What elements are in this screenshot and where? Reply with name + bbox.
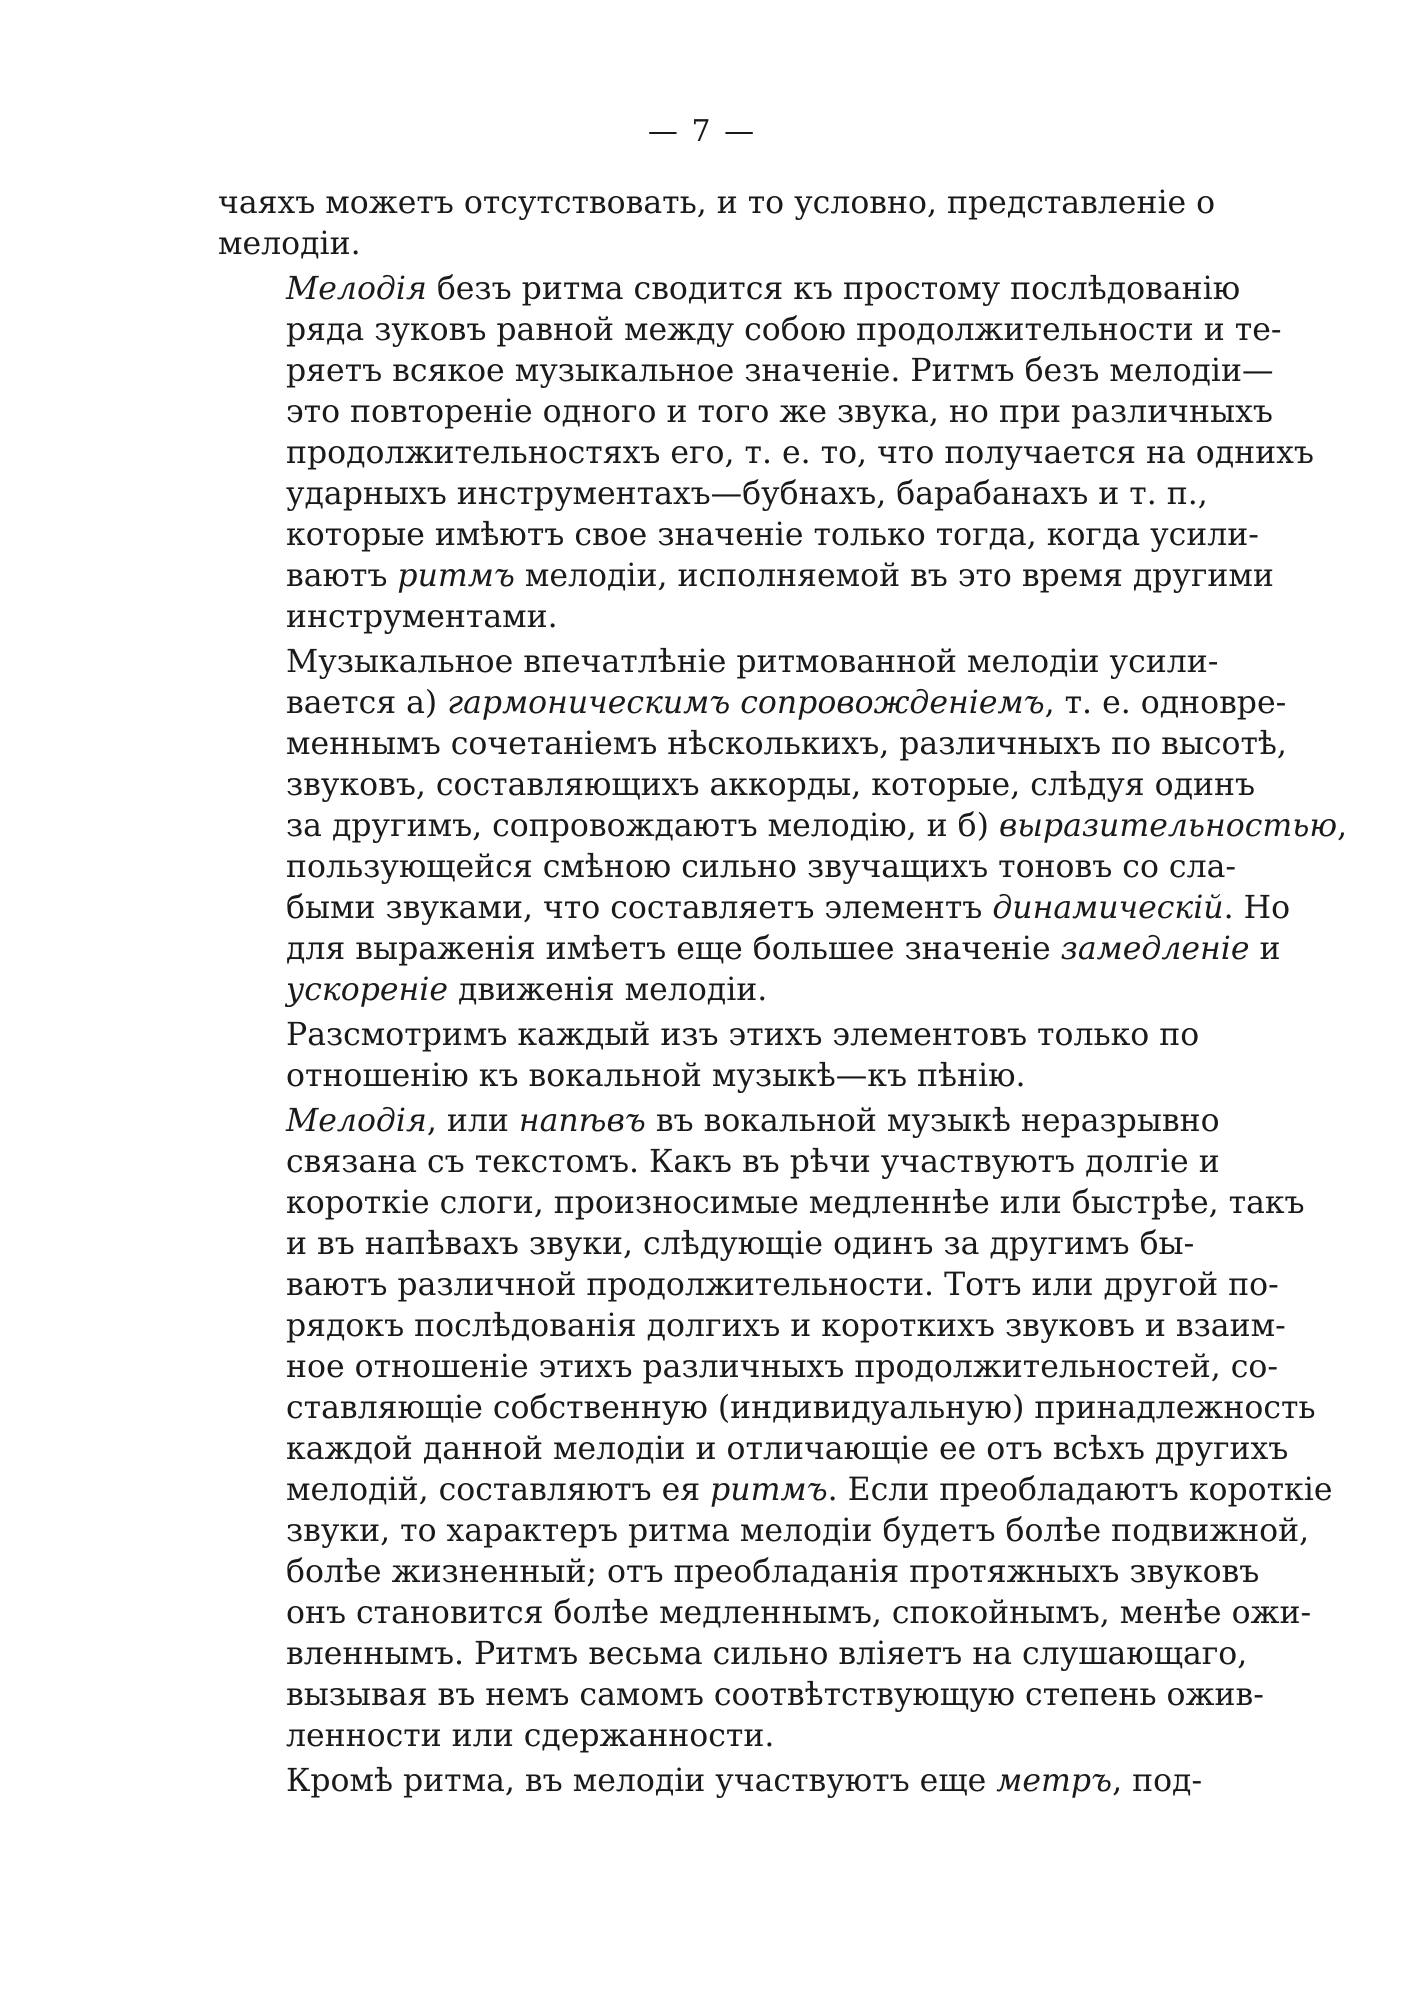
text-line: ряетъ всякое музыкальное значеніе. Ритмъ безъ мелодіи— [286, 353, 1274, 389]
page-number: — 7 — [647, 114, 757, 149]
text-line: ускореніе движенія мелодіи. [286, 972, 768, 1008]
italic-phrase: напѣвъ [518, 1103, 646, 1139]
text-line: Разсмотримъ каждый изъ этихъ элементовъ только по [286, 1017, 1200, 1053]
text-line: ударныхъ инструментахъ—бубнахъ, барабанахъ и т. п., [286, 476, 1208, 512]
text-line: для выраженія имѣетъ еще большее значеніе замедленіе и [286, 931, 1281, 967]
text-line: рядокъ послѣдованія долгихъ и короткихъ звуковъ и взаим- [286, 1308, 1286, 1344]
text-line: пользующейся смѣною сильно звучащихъ тоновъ со сла- [286, 849, 1236, 885]
italic-phrase: ритмъ [710, 1472, 828, 1508]
text-line: Мелодія безъ ритма сводится къ простому послѣдованію [286, 271, 1241, 307]
text-line: мелодіи. [218, 226, 361, 262]
text-line: ряда зуковъ равной между собою продолжительности и те- [286, 312, 1282, 348]
text-line: вается а) гармоническимъ сопровожденіемъ, т. е. одновре- [286, 685, 1287, 721]
text-line: это повтореніе одного и того же звука, но при различныхъ [286, 394, 1273, 430]
text-line: инструментами. [286, 599, 558, 635]
text-line: которые имѣютъ свое значеніе только тогда, когда усили- [286, 517, 1259, 553]
text-line: вызывая въ немъ самомъ соотвѣтствующую степень ожив- [286, 1677, 1264, 1713]
text-line: каждой данной мелодіи и отличающіе ее отъ всѣхъ другихъ [286, 1431, 1289, 1467]
body-text [218, 183, 1348, 1802]
text-line: звуки, то характеръ ритма мелодіи будетъ болѣе подвижной, [286, 1513, 1310, 1549]
text-line: ваютъ ритмъ мелодіи, исполняемой въ это время другими [286, 558, 1274, 594]
text-line: Музыкальное впечатлѣніе ритмованной мелодіи усили- [286, 644, 1219, 680]
text-line: болѣе жизненный; отъ преобладанія протяжныхъ звуковъ [286, 1554, 1260, 1590]
text-line: Кромѣ ритма, въ мелодіи участвуютъ еще метръ, под- [286, 1763, 1203, 1799]
text-line: ставляющіе собственную (индивидуальную) принадлежность [286, 1390, 1316, 1426]
text-line: чаяхъ можетъ отсутствовать, и то условно, представленіе о [218, 185, 1216, 221]
text-line: меннымъ сочетаніемъ нѣсколькихъ, различныхъ по высотѣ, [286, 726, 1287, 762]
text-line: Мелодія, или напѣвъ въ вокальной музыкѣ неразрывно [286, 1103, 1220, 1139]
text-line: мелодій, составляютъ ея ритмъ. Если преобладаютъ короткіе [286, 1472, 1333, 1508]
text-line: ваютъ различной продолжительности. Тотъ или другой по- [286, 1267, 1279, 1303]
italic-phrase: замедленіе [1060, 931, 1250, 967]
italic-phrase: ритмъ [397, 558, 515, 594]
paragraph [218, 1101, 1333, 1757]
italic-phrase: выразительностью [998, 808, 1338, 844]
text-line: ленности или сдержанности. [286, 1718, 775, 1754]
text-line: за другимъ, сопровождаютъ мелодію, и б) выразительностью, [286, 808, 1348, 844]
paragraph [218, 642, 1348, 1011]
italic-phrase: метръ [996, 1763, 1113, 1799]
italic-phrase: динамическій [992, 890, 1224, 926]
italic-phrase: Мелодія [286, 1103, 427, 1139]
paragraph [218, 1015, 1200, 1097]
text-line: продолжительностяхъ его, т. е. то, что получается на однихъ [286, 435, 1314, 471]
italic-phrase: Мелодія [286, 271, 427, 307]
text-line: вленнымъ. Ритмъ весьма сильно вліяетъ на слушающаго, [286, 1636, 1248, 1672]
text-line: короткіе слоги, произносимые медленнѣе или быстрѣе, такъ [286, 1185, 1305, 1221]
paragraph [218, 1761, 1203, 1802]
text-line: связана съ текстомъ. Какъ въ рѣчи участвуютъ долгіе и [286, 1144, 1220, 1180]
text-line: и въ напѣвахъ звуки, слѣдующіе одинъ за другимъ бы- [286, 1226, 1195, 1262]
paragraph [218, 183, 1216, 265]
text-line: ное отношеніе этихъ различныхъ продолжительностей, со- [286, 1349, 1278, 1385]
paragraph [218, 269, 1314, 638]
italic-phrase: гармоническимъ сопровожденіемъ [447, 685, 1045, 721]
text-line: отношенію къ вокальной музыкѣ—къ пѣнію. [286, 1058, 1026, 1094]
text-line: звуковъ, составляющихъ аккорды, которые, слѣдуя одинъ [286, 767, 1256, 803]
text-line: онъ становится болѣе медленнымъ, спокойнымъ, менѣе ожи- [286, 1595, 1312, 1631]
text-line: быми звуками, что составляетъ элементъ динамическій. Но [286, 890, 1291, 926]
italic-phrase: ускореніе [286, 972, 448, 1008]
